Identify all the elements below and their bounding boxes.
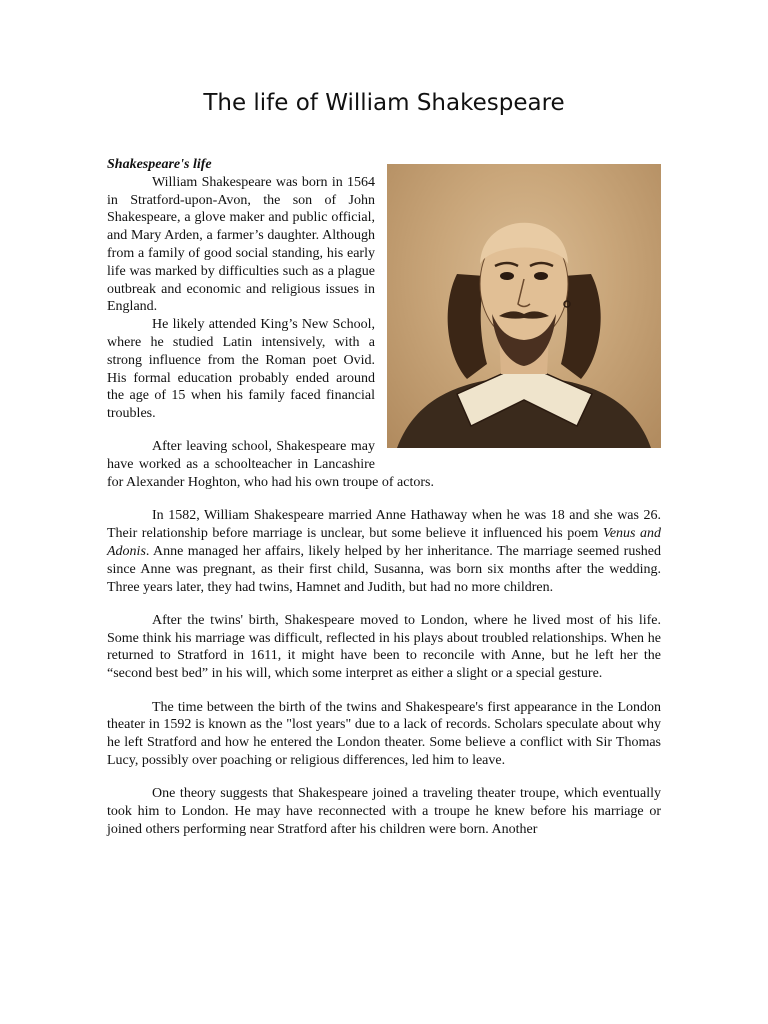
paragraph-5: After the twins' birth, Shakespeare moved to London, where he lived most of his life. Some think his marriage was difficult, reflected in his plays about troubled relationships. When he returned to Stratford in 1611, it might have been to reconcile with Anne, but he left her the “second best bed” in his will, which some interpret as either a slight or a special gesture. <box>107 612 661 682</box>
page-title: The life of William Shakespeare <box>203 90 565 116</box>
portrait-engraving <box>387 164 661 448</box>
paragraph-3: After leaving school, Shakespeare may have worked as a schoolteacher in Lancashire for Alexander Hoghton, who had his own troupe of actors. <box>107 439 434 491</box>
paragraph-4 <box>107 507 661 596</box>
shakespeare-portrait <box>387 164 661 448</box>
paragraph-6: The time between the birth of the twins and Shakespeare's first appearance in the London theater in 1592 is known as the "lost years" due to a lack of records. Scholars speculate about why he left Stratford and how he entered the London theater. Some believe a conflict with Sir Thomas Lucy, possibly over poaching or religious differences, led him to leave. <box>107 699 661 768</box>
section-heading: Shakespeare's life <box>107 157 212 172</box>
paragraph-4-end: . Anne managed her affairs, likely helped by her inheritance. The marriage seemed rushed since Anne was pregnant, as their first child, Susanna, was born six months after the wedding. Three years later, they had twins, Hamnet and Judith, but had no more children. <box>107 543 661 595</box>
paragraph-4-start: In 1582, William Shakespeare married Anne Hathaway when he was 18 and she was 26. Their relationship before marriage is unclear, but some believe it influenced his poem <box>107 508 661 542</box>
paragraph-1: William Shakespeare was born in 1564 in Stratford-upon-Avon, the son of John Shakespeare, a glove maker and public official, and Mary Arden, a farmer’s daughter. Although from a family of good social standing, his early life was marked by difficulties such as a plague outbreak and economic and religious issues in England. <box>107 174 375 315</box>
paragraph-2: He likely attended King’s New School, where he studied Latin intensively, with a strong influence from the Roman poet Ovid. His formal education probably ended around the age of 15 when his family faced financial troubles. <box>107 317 375 422</box>
poem-title: Venus and Adonis <box>107 526 661 559</box>
paragraph-7: One theory suggests that Shakespeare joined a traveling theater troupe, which eventually took him to London. He may have reconnected with a troupe he knew before his marriage or joined others performing near Stratford after his children were born. Another <box>107 786 661 837</box>
document-body <box>107 156 661 854</box>
